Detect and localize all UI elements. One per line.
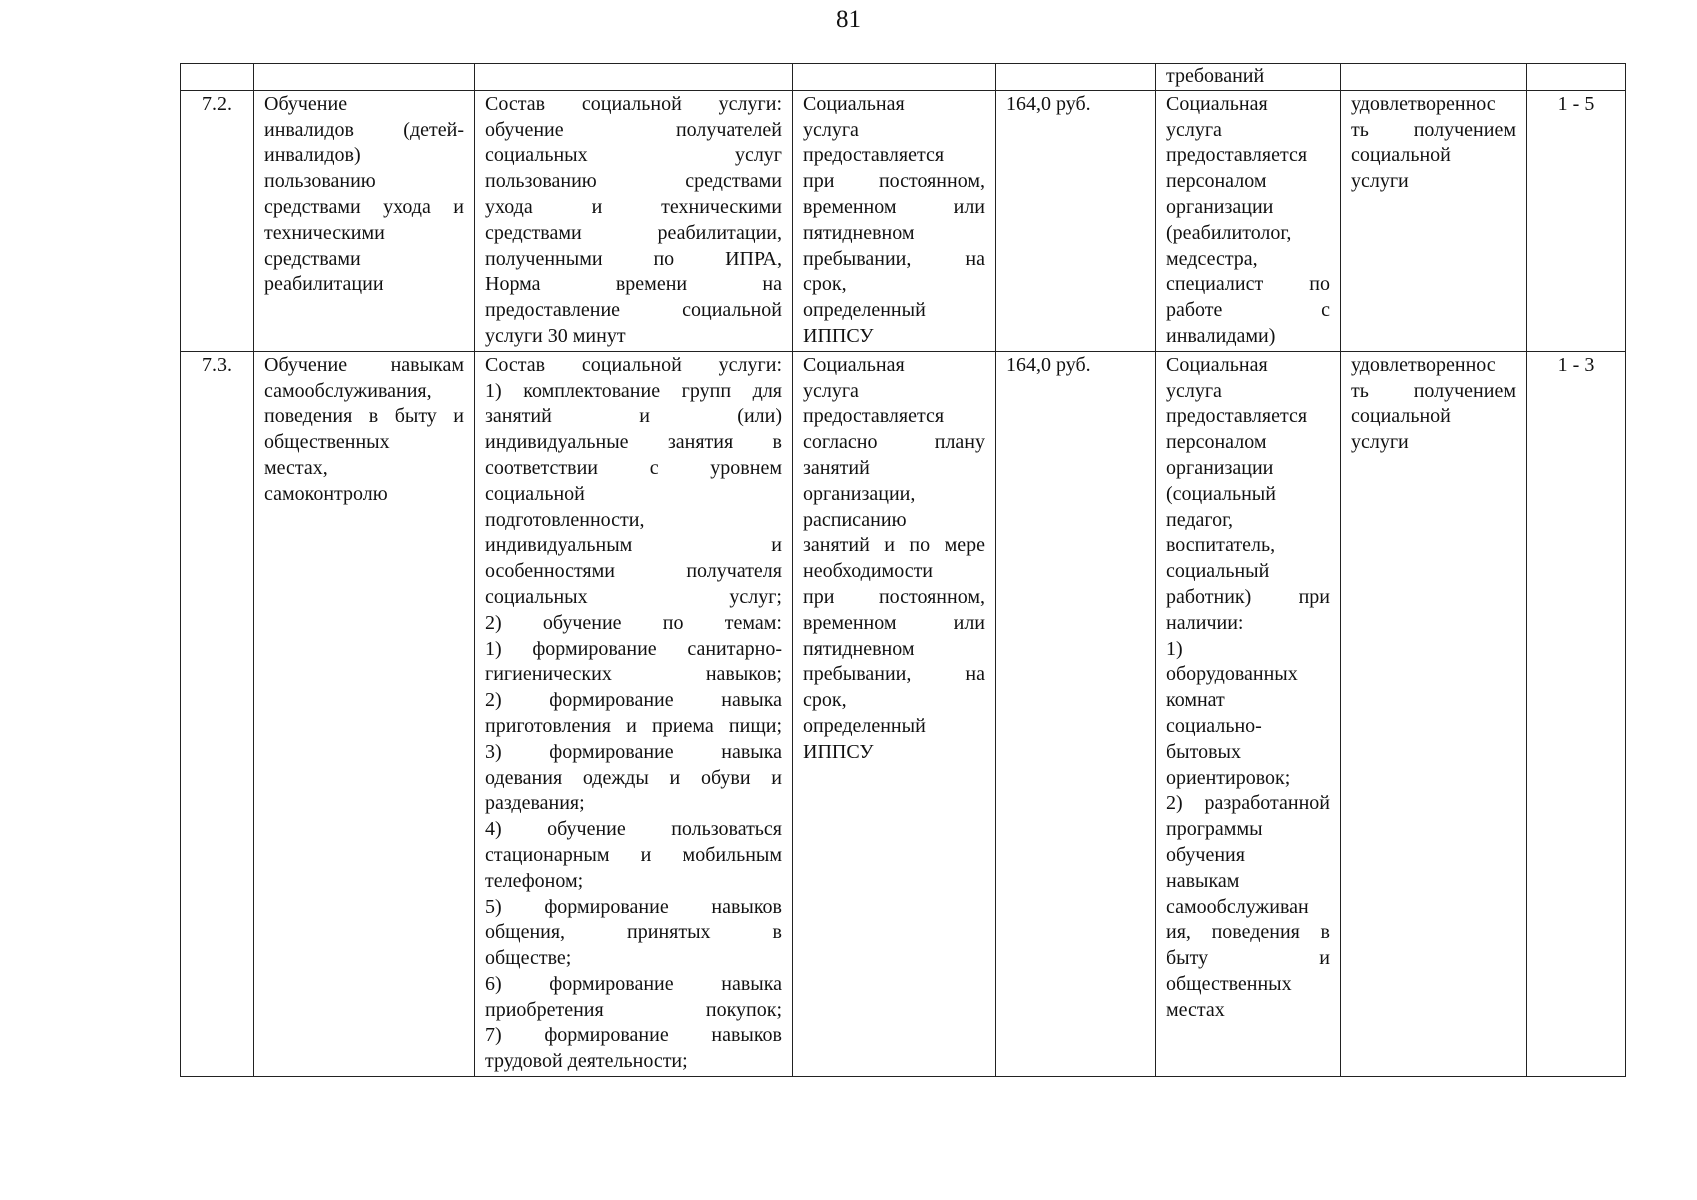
text-line: Социальная (1166, 92, 1268, 115)
text-line: пребывании, на (803, 247, 985, 270)
text-line: инвалидами) (1166, 324, 1276, 347)
text-line: работе с (1166, 299, 1330, 322)
text-line: при постоянном, (803, 585, 985, 608)
text-line: определенный (803, 714, 926, 737)
text-line: раздевания; (485, 792, 585, 815)
text-line: Обучение навыкам (264, 353, 464, 376)
text-line: пятидневном (803, 637, 915, 660)
text-line: самообслуживания, (264, 379, 432, 402)
text-line: персоналом (1166, 431, 1267, 454)
text-line: услуги (1351, 431, 1409, 454)
text-line: ориентировок; (1166, 766, 1291, 789)
text-line: особенностями получателя (485, 560, 782, 583)
text-line: удовлетвореннос (1351, 353, 1496, 376)
text-line: Обучение (264, 92, 348, 115)
text-line: программы (1166, 818, 1263, 841)
text-line: пользованию (264, 170, 376, 193)
text-line: социальных услуг; (485, 585, 782, 608)
text-line: персоналом (1166, 170, 1267, 193)
continuation-rating-cell (1527, 64, 1626, 91)
text-line: социальной (1351, 144, 1451, 167)
text-line: приобретения покупок; (485, 998, 782, 1021)
text-line: необходимости (803, 560, 934, 583)
service-name (254, 351, 475, 1076)
text-line: самоконтролю (264, 482, 388, 505)
text-line: услуга (803, 118, 859, 141)
text-line: 6) формирование навыка (485, 972, 782, 995)
text-line: средствами (264, 247, 361, 270)
text-line: телефоном; (485, 869, 584, 892)
text-line: занятий (803, 456, 870, 479)
text-line: социальный (1166, 560, 1270, 583)
continuation-conditions-cell (1156, 64, 1341, 91)
text-line: ИППСУ (803, 324, 874, 347)
text-line: (реабилитолог, (1166, 221, 1292, 244)
text-line: Социальная (803, 353, 905, 376)
text-line: работник) при (1166, 585, 1330, 608)
text-line: соответствии с уровнем (485, 456, 782, 479)
text-line: организации, (803, 482, 916, 505)
text-line: индивидуальные занятия в (485, 431, 782, 454)
text-line: техническими (264, 221, 385, 244)
text-line: временном или (803, 611, 985, 634)
text-line: полученными по ИПРА, (485, 247, 782, 270)
text-line: специалист по (1166, 273, 1330, 296)
text-line: услуги 30 минут (485, 324, 626, 347)
text-line: средствами реабилитации, (485, 221, 782, 244)
text-line: (социальный (1166, 482, 1276, 505)
text-line: комнат (1166, 689, 1225, 712)
text-line: ть получением (1351, 118, 1516, 141)
text-line: срок, (803, 273, 847, 296)
text-line: услуги (1351, 170, 1409, 193)
text-line: самообслуживан (1166, 895, 1309, 918)
text-line: 1) (1166, 637, 1183, 660)
service-rating: 1 - 5 (1527, 90, 1626, 351)
service-conditions (1156, 351, 1341, 1076)
text-line: пользованию средствами (485, 170, 782, 193)
text-line: Норма времени на (485, 273, 782, 296)
text-line: расписанию (803, 508, 907, 531)
text-line: Состав социальной услуги: (485, 92, 782, 115)
text-line: предоставляется (803, 405, 945, 428)
service-rating: 1 - 3 (1527, 351, 1626, 1076)
text-line: воспитатель, (1166, 534, 1276, 557)
text-line: медсестра, (1166, 247, 1258, 270)
text-line: социальной (485, 482, 585, 505)
text-line: предоставляется (1166, 405, 1308, 428)
service-name (254, 90, 475, 351)
text-line: предоставляется (1166, 144, 1308, 167)
text-line: трудовой деятельности; (485, 1050, 688, 1073)
text-line: ть получением (1351, 379, 1516, 402)
service-content (475, 351, 793, 1076)
text-line: навыкам (1166, 869, 1240, 892)
text-line: 2) формирование навыка (485, 689, 782, 712)
continuation-content-cell (475, 64, 793, 91)
continuation-name-cell (254, 64, 475, 91)
text-line: 5) формирование навыков (485, 895, 782, 918)
text-line: пятидневном (803, 221, 915, 244)
text-line: местах, (264, 456, 328, 479)
continuation-price-cell (996, 64, 1156, 91)
text-line: временном или (803, 195, 985, 218)
text-line: стационарным и мобильным (485, 843, 782, 866)
text-line: услуга (1166, 118, 1222, 141)
text-line: при постоянном, (803, 170, 985, 193)
text-line: Социальная (1166, 353, 1268, 376)
text-line: быту и (1166, 947, 1330, 970)
text-line: согласно плану (803, 431, 985, 454)
text-line: ия, поведения в (1166, 921, 1330, 944)
text-line: предоставление социальной (485, 299, 782, 322)
text-line: социальных услуг (485, 144, 782, 167)
text-line: 2) разработанной (1166, 792, 1330, 815)
service-quality-indicator (1341, 351, 1527, 1076)
text-line: обществе; (485, 947, 572, 970)
text-line: наличии: (1166, 611, 1244, 634)
text-line: местах (1166, 998, 1225, 1021)
text-line: оборудованных (1166, 663, 1298, 686)
text-line: Социальная (803, 92, 905, 115)
text-line: 3) формирование навыка (485, 740, 782, 763)
service-terms (793, 90, 996, 351)
service-number: 7.3. (181, 351, 254, 1076)
text-line: срок, (803, 689, 847, 712)
service-content (475, 90, 793, 351)
text-line: педагог, (1166, 508, 1234, 531)
text-line: 7) формирование навыков (485, 1024, 782, 1047)
text-line: приготовления и приема пищи; (485, 714, 782, 737)
text-line: организации (1166, 456, 1274, 479)
text-line: услуга (1166, 379, 1222, 402)
text-line: реабилитации (264, 273, 384, 296)
text-line: определенный (803, 299, 926, 322)
service-conditions (1156, 90, 1341, 351)
text-line: социальной (1351, 405, 1451, 428)
text-line: средствами ухода и (264, 195, 464, 218)
service-quality-indicator (1341, 90, 1527, 351)
text-line: бытовых (1166, 740, 1241, 763)
services-table (180, 63, 1626, 1077)
text-line: 4) обучение пользоваться (485, 818, 782, 841)
text-line: индивидуальным и (485, 534, 782, 557)
text-line: 2) обучение по темам: (485, 611, 782, 634)
text-line: ИППСУ (803, 740, 874, 763)
table-row-7-3 (181, 351, 1626, 1076)
text-line: общественных (264, 431, 390, 454)
text-line: занятий и по мере (803, 534, 985, 557)
page-number: 81 (836, 6, 861, 33)
text-line: подготовленности, (485, 508, 645, 531)
continuation-quality-cell (1341, 64, 1527, 91)
text-line: обучения (1166, 843, 1245, 866)
text-line: услуга (803, 379, 859, 402)
table-row-7-2 (181, 90, 1626, 351)
continuation-terms-cell (793, 64, 996, 91)
service-price: 164,0 руб. (996, 351, 1156, 1076)
text-line: общения, принятых в (485, 921, 782, 944)
text-line: инвалидов) (264, 144, 361, 167)
service-price: 164,0 руб. (996, 90, 1156, 351)
continuation-num-cell (181, 64, 254, 91)
text-line: пребывании, на (803, 663, 985, 686)
table-row-continuation (181, 64, 1626, 91)
text-line: занятий и (или) (485, 405, 782, 428)
text-line: общественных (1166, 972, 1292, 995)
text-line: 1) формирование санитарно- (485, 637, 782, 660)
text-line: 1) комплектование групп для (485, 379, 782, 402)
text-line: социально- (1166, 714, 1262, 737)
requirements-tail-text: требований (1166, 65, 1265, 87)
service-number: 7.2. (181, 90, 254, 351)
text-line: обучение получателей (485, 118, 782, 141)
text-line: поведения в быту и (264, 405, 464, 428)
text-line: удовлетвореннос (1351, 92, 1496, 115)
text-line: ухода и техническими (485, 195, 782, 218)
text-line: одевания одежды и обуви и (485, 766, 782, 789)
service-terms (793, 351, 996, 1076)
text-line: организации (1166, 195, 1274, 218)
text-line: гигиенических навыков; (485, 663, 782, 686)
text-line: Состав социальной услуги: (485, 353, 782, 376)
text-line: предоставляется (803, 144, 945, 167)
text-line: инвалидов (детей- (264, 118, 464, 141)
